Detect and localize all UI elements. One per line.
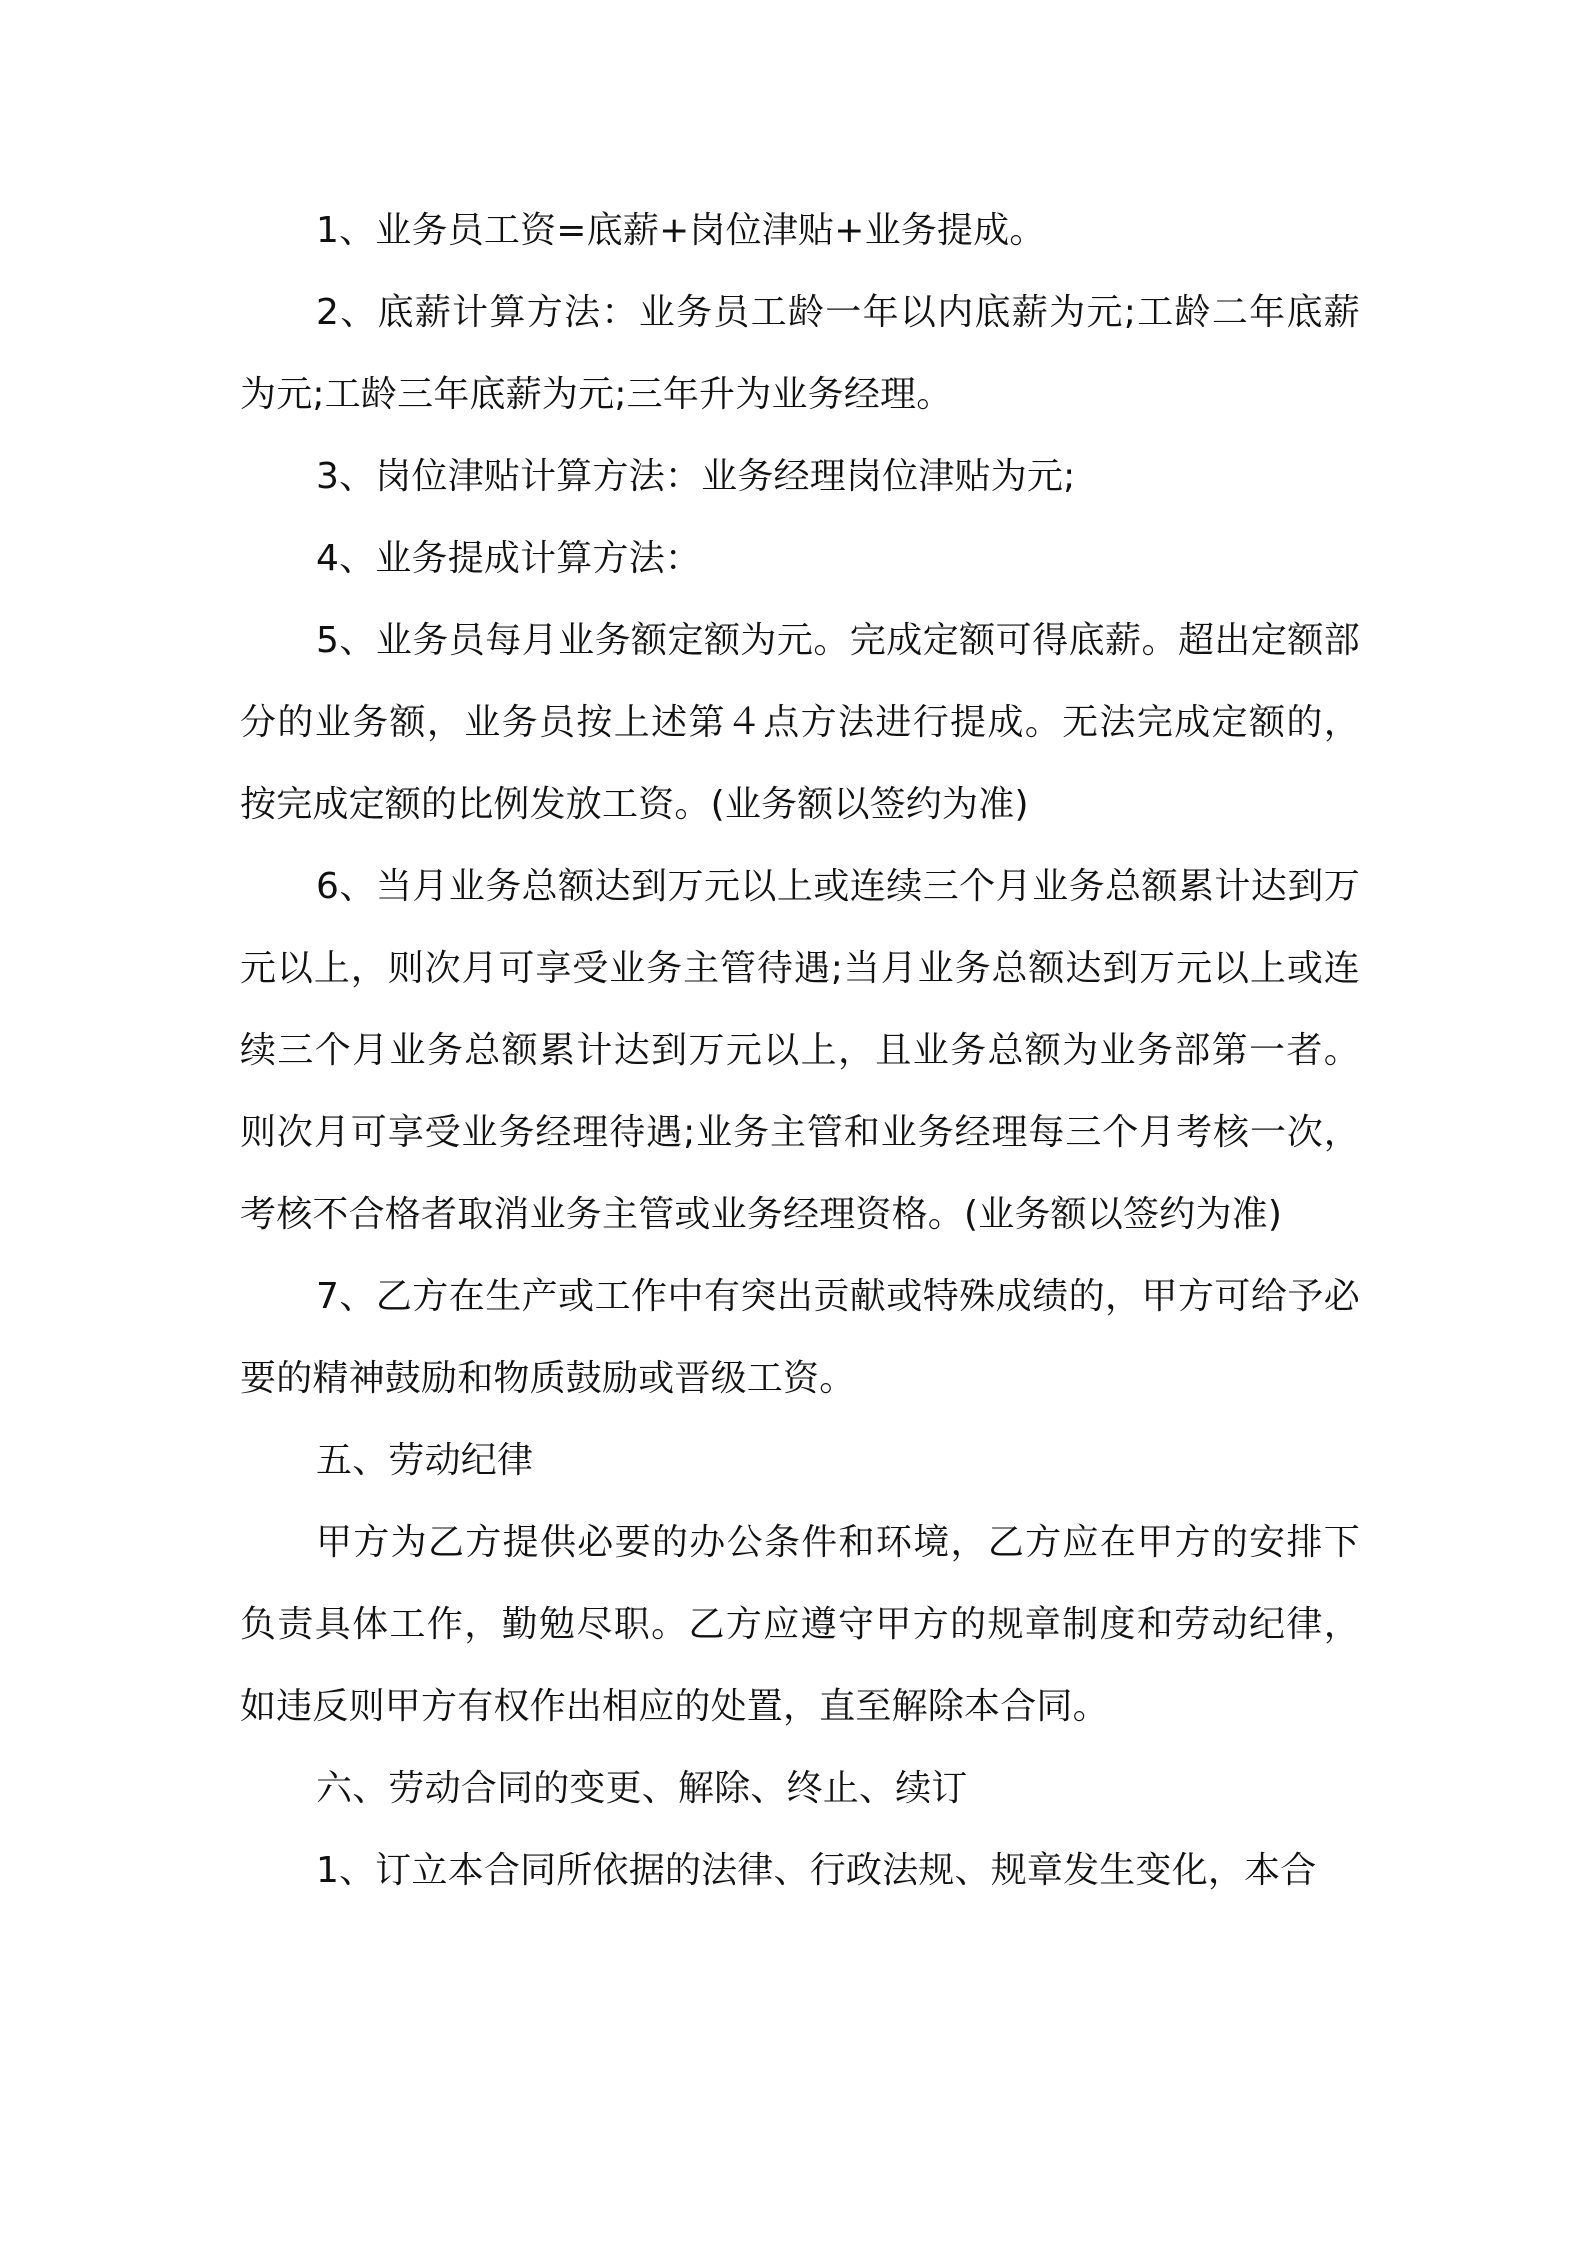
clause-position-allowance: 3、岗位津贴计算方法：业务经理岗位津贴为元;: [316, 456, 1076, 497]
clause-rewards: 7、乙方在生产或工作中有突出贡献或特殊成绩的，甲方可给予必要的精神鼓励和物质鼓励或晋级工资。: [240, 1276, 1360, 1399]
clause-monthly-quota: 5、业务员每月业务额定额为元。完成定额可得底薪。超出定额部分的业务额，业务员按上述第４点方法进行提成。无法完成定额的，按完成定额的比例发放工资。(业务额以签约为准): [240, 620, 1360, 825]
clause-commission-method: 4、业务提成计算方法：: [316, 538, 702, 579]
clause-contract-change: 1、订立本合同所依据的法律、行政法规、规章发生变化，本合: [316, 1850, 1317, 1891]
document-body: [240, 190, 1360, 1912]
clause-labor-discipline: 甲方为乙方提供必要的办公条件和环境，乙方应在甲方的安排下负责具体工作，勤勉尽职。乙方应遵守甲方的规章制度和劳动纪律，如违反则甲方有权作出相应的处置，直至解除本合同。: [240, 1522, 1360, 1727]
clause-base-salary: 2、底薪计算方法：业务员工龄一年以内底薪为元;工龄二年底薪为元;工龄三年底薪为元;三年升为业务经理。: [240, 292, 1360, 415]
section-heading-contract-changes: 六、劳动合同的变更、解除、终止、续订: [316, 1768, 968, 1809]
clause-promotion-criteria: 6、当月业务总额达到万元以上或连续三个月业务总额累计达到万元以上，则次月可享受业务主管待遇;当月业务总额达到万元以上或连续三个月业务总额累计达到万元以上，且业务总额为业务部第一者。则次月可享受业务经理待遇;业务主管和业务经理每三个月考核一次，考核不合格者取消业务主管或业务经理资格。(业务额以签约为准): [240, 866, 1360, 1235]
section-heading-labor-discipline: 五、劳动纪律: [316, 1440, 534, 1481]
clause-salary-formula: 1、业务员工资=底薪+岗位津贴+业务提成。: [316, 210, 1046, 251]
